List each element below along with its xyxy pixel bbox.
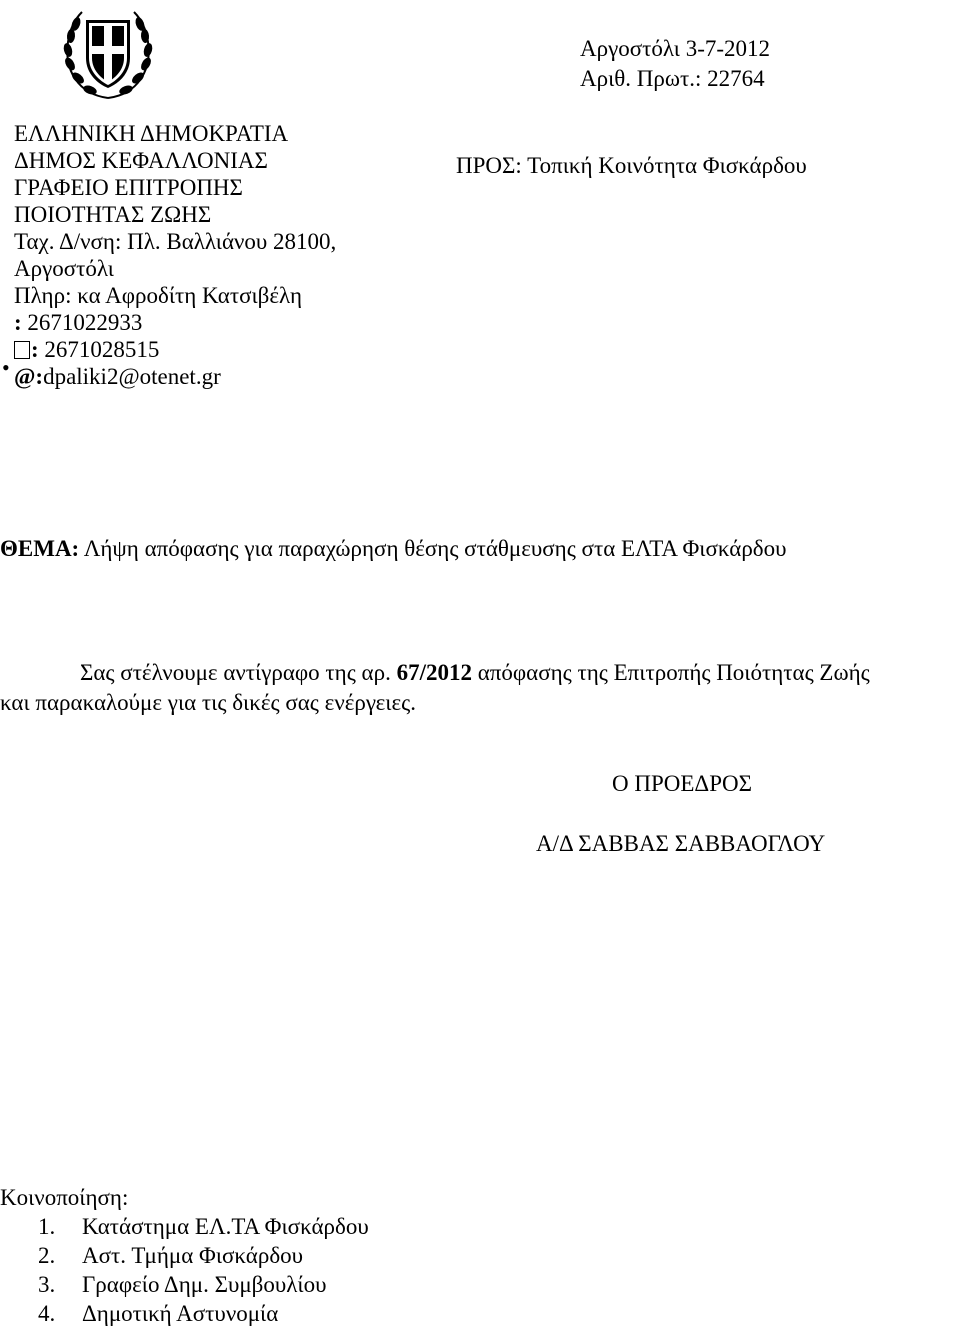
recipient: ΠΡΟΣ: Τοπική Κοινότητα Φισκάρδου <box>456 153 807 178</box>
sender-municipality: ΔΗΜΟΣ ΚΕΦΑΛΛΟΝΙΑΣ <box>14 148 268 173</box>
subject-label: ΘΕΜΑ: <box>0 536 80 561</box>
bullet-dot-icon: • <box>2 355 10 380</box>
sender-block <box>2 120 337 390</box>
list-item <box>0 1299 369 1328</box>
protocol-number: Αριθ. Πρωτ.: 22764 <box>580 66 765 91</box>
list-item <box>0 1241 369 1270</box>
body-paragraph <box>0 658 958 718</box>
body-line-2: και παρακαλούμε για τις δικές σας ενέργειες. <box>0 690 416 715</box>
sender-city: Αργοστόλι <box>14 256 114 281</box>
list-item-text: Γραφείο Δημ. Συμβουλίου <box>82 1272 327 1297</box>
sender-email-line <box>14 363 336 390</box>
list-item-number: 2. <box>38 1243 56 1268</box>
phone-prefix: : <box>14 310 28 335</box>
body-line-1-end: απόφασης της Επιτροπής Ποιότητας Ζωής <box>471 660 870 685</box>
list-item-text: Κατάστημα ΕΛ.ΤΑ Φισκάρδου <box>82 1214 369 1239</box>
sender-committee: ΠΟΙΟΤΗΤΑΣ ΖΩΗΣ <box>14 202 212 227</box>
list-item <box>0 1270 369 1299</box>
sender-address: Ταχ. Δ/νση: Πλ. Βαλλιάνου 28100, <box>14 229 337 254</box>
subject-line <box>0 535 787 563</box>
phone-number: 2671022933 <box>27 310 143 335</box>
list-item-number: 4. <box>38 1301 56 1326</box>
sender-phone-line <box>14 309 336 336</box>
signature-name: Α/Δ ΣΑΒΒΑΣ ΣΑΒΒΑΟΓΛΟΥ <box>536 831 826 856</box>
distribution-label: Κοινοποίηση: <box>0 1185 129 1210</box>
fax-icon <box>14 341 30 359</box>
body-line-1 <box>0 658 958 688</box>
list-item-text: Δημοτική Αστυνομία <box>82 1301 279 1326</box>
subject-text: Λήψη απόφασης για παραχώρηση θέσης στάθμευσης στα ΕΛΤΑ Φισκάρδου <box>79 536 787 561</box>
list-item <box>0 1212 369 1241</box>
list-item-number: 3. <box>38 1272 56 1297</box>
greek-coat-of-arms-icon <box>58 4 158 104</box>
sender-fax-line <box>14 336 336 363</box>
body-line-1-start: Σας στέλνουμε αντίγραφο της αρ. <box>80 660 397 685</box>
list-item-text: Αστ. Τμήμα Φισκάρδου <box>82 1243 304 1268</box>
signature-title: Ο ΠΡΟΕΔΡΟΣ <box>612 771 752 796</box>
list-item-number: 1. <box>38 1214 56 1239</box>
date-line: Αργοστόλι 3-7-2012 <box>580 36 771 61</box>
sender-office: ΓΡΑΦΕΙΟ ΕΠΙΤΡΟΠΗΣ <box>14 175 243 200</box>
distribution-list <box>0 1212 369 1328</box>
decision-number: 67/2012 <box>396 660 472 685</box>
email-prefix: @: <box>14 364 44 389</box>
email-address[interactable]: dpaliki2@otenet.gr <box>43 364 221 389</box>
fax-prefix: : <box>31 337 45 362</box>
sender-country: ΕΛΛΗΝΙΚΗ ΔΗΜΟΚΡΑΤΙΑ <box>14 121 289 146</box>
date-protocol-block <box>580 34 770 94</box>
distribution-block <box>0 1183 369 1328</box>
sender-contact-person: Πληρ: κα Αφροδίτη Κατσιβέλη <box>14 283 303 308</box>
fax-number: 2671028515 <box>44 337 160 362</box>
